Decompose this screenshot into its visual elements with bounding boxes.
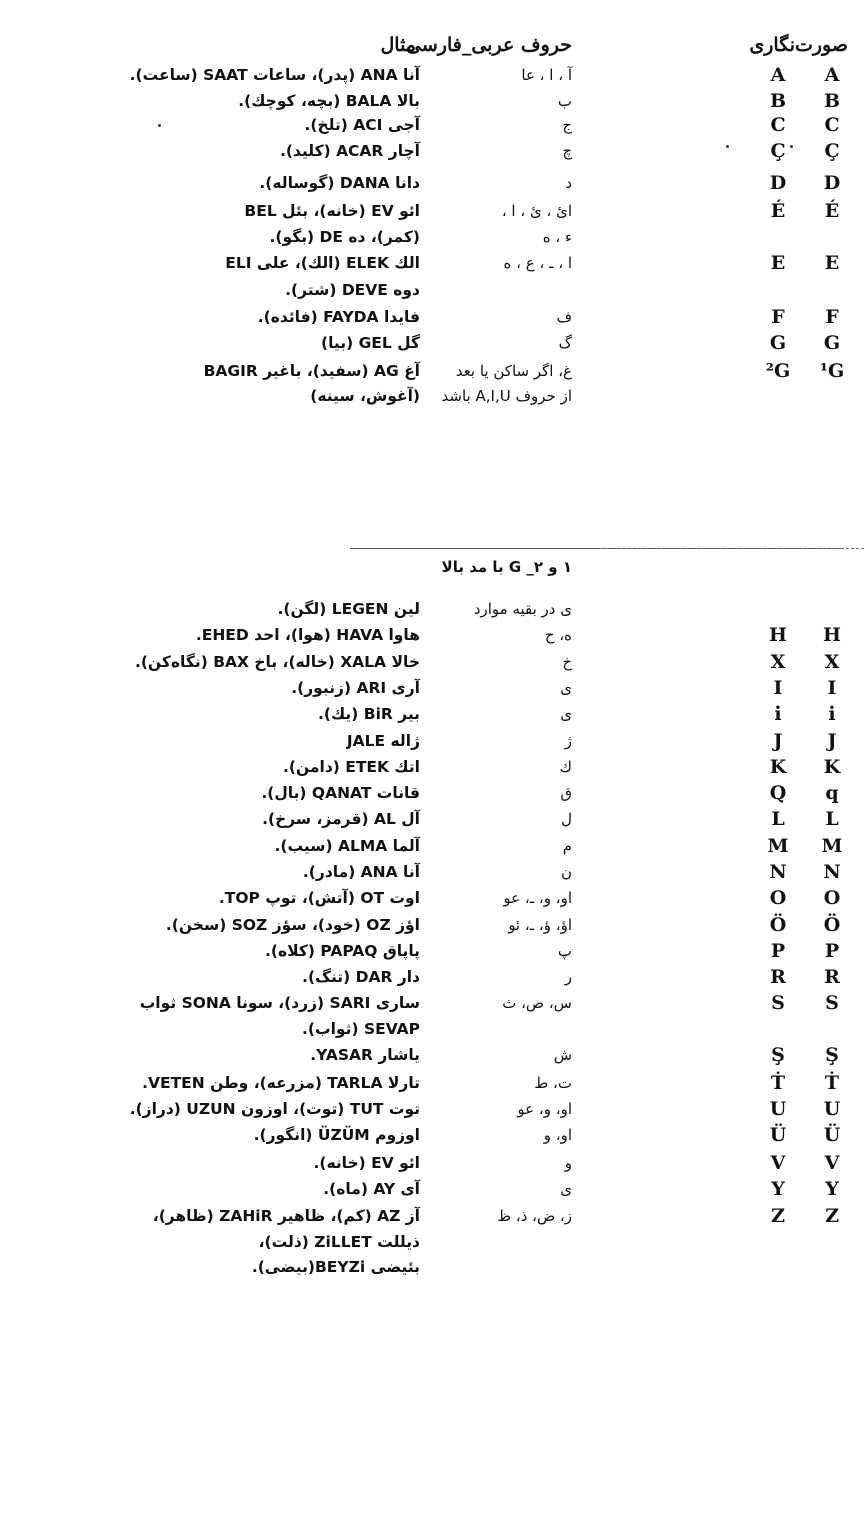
table-row — [0, 833, 864, 859]
latin-uppercase: C — [770, 114, 786, 136]
table-row — [0, 250, 864, 276]
latin-lowercase: B — [823, 90, 841, 112]
example-words: آلما ALMA (سیب). — [274, 837, 420, 855]
example-words: لین LEGEN (لگن). — [277, 600, 420, 618]
latin-uppercase: Ṫ — [770, 1072, 786, 1094]
arabic-persian-letters: ك — [559, 758, 572, 776]
latin-lowercase: E — [824, 252, 840, 274]
example-words: آری ARI (زنبور). — [291, 679, 420, 697]
latin-lowercase: J — [827, 730, 837, 752]
table-row — [0, 964, 864, 990]
latin-uppercase: G — [769, 332, 787, 354]
latin-lowercase: P — [824, 940, 840, 962]
scan-speck — [158, 124, 161, 127]
arabic-persian-letters: از حروف A,I,U باشد — [441, 387, 572, 405]
example-words: آچار ACAR (کلید). — [279, 142, 420, 160]
latin-lowercase: M — [821, 835, 843, 857]
table-row — [0, 1203, 864, 1229]
latin-uppercase: B — [769, 90, 787, 112]
table-row — [0, 88, 864, 114]
arabic-persian-letters: ی در بقیه موارد — [473, 600, 572, 618]
latin-lowercase: V — [824, 1152, 840, 1174]
scan-speck — [726, 145, 729, 148]
latin-lowercase: F — [825, 306, 839, 328]
table-row — [0, 912, 864, 938]
arabic-persian-letters: گ — [558, 334, 572, 352]
table-row — [0, 622, 864, 648]
arabic-persian-letters: ز، ض، ذ، ظ — [497, 1207, 572, 1225]
example-words: آل AL (قرمز، سرخ). — [262, 810, 420, 828]
table-row — [0, 1122, 864, 1148]
latin-lowercase: Ç — [824, 140, 840, 162]
latin-uppercase: ²G — [765, 360, 791, 382]
latin-uppercase: L — [771, 808, 785, 830]
latin-uppercase: A — [770, 64, 786, 86]
latin-uppercase: D — [769, 172, 787, 194]
arabic-persian-letters: و — [564, 1154, 572, 1172]
table-row — [0, 596, 864, 622]
arabic-persian-letters: ر — [564, 968, 572, 986]
example-words: ذیللت ZiLLET (ذلت)، — [258, 1233, 420, 1251]
latin-uppercase: Ç — [770, 140, 786, 162]
header-form: صورت‌نگاری — [749, 34, 848, 56]
latin-lowercase: Ş — [825, 1044, 839, 1066]
table-row — [0, 1150, 864, 1176]
latin-uppercase: S — [771, 992, 785, 1014]
table-row — [0, 358, 864, 384]
example-words: ژاله JALE — [346, 732, 420, 750]
arabic-persian-letters: ء ، ه — [542, 228, 572, 246]
table-row — [0, 859, 864, 885]
table-row — [0, 170, 864, 196]
latin-lowercase: N — [823, 861, 841, 883]
arabic-persian-letters: م — [562, 837, 572, 855]
example-words: خالا XALA (خاله)، باخ BAX (نگاه‌کن). — [134, 653, 420, 671]
latin-uppercase: U — [769, 1098, 787, 1120]
arabic-persian-letters: او، و — [543, 1126, 572, 1144]
table-row — [0, 224, 864, 250]
table-row — [0, 198, 864, 224]
latin-lowercase: O — [823, 887, 841, 909]
arabic-persian-letters: ل — [561, 810, 572, 828]
table-row — [0, 649, 864, 675]
latin-uppercase: F — [771, 306, 785, 328]
example-words: آغ AG (سفید)، باغیر BAGIR — [203, 362, 420, 380]
example-words: الك ELEK (الك)، علی ELI — [225, 254, 420, 272]
example-words: دانا DANA (گوساله). — [259, 174, 420, 192]
latin-uppercase: E — [770, 252, 786, 274]
latin-uppercase: J — [773, 730, 783, 752]
arabic-persian-letters: ائ ، ئ ، ا ، — [501, 202, 572, 220]
latin-lowercase: C — [824, 114, 840, 136]
example-words: SEVAP (ثواب). — [302, 1020, 420, 1038]
latin-uppercase: i — [774, 703, 782, 725]
latin-uppercase: P — [770, 940, 786, 962]
latin-lowercase: R — [824, 966, 840, 988]
table-row — [0, 780, 864, 806]
table-row — [0, 1070, 864, 1096]
latin-uppercase: N — [769, 861, 787, 883]
arabic-persian-letters: ژ — [564, 732, 572, 750]
latin-uppercase: Ö — [769, 914, 787, 936]
latin-lowercase: D — [823, 172, 841, 194]
example-words: اوت OT (آتش)، توپ TOP. — [218, 889, 420, 907]
latin-uppercase: R — [770, 966, 786, 988]
example-words: ائو EV (خانه)، بئل BEL — [244, 202, 420, 220]
table-row — [0, 330, 864, 356]
table-row — [0, 728, 864, 754]
latin-lowercase: Z — [825, 1205, 839, 1227]
arabic-persian-letters: ی — [560, 1180, 572, 1198]
example-words: بیر BiR (یك). — [318, 705, 420, 723]
example-words: تارلا TARLA (مزرعه)، وطن VETEN. — [142, 1074, 420, 1092]
example-words: ساری SARI (زرد)، سونا SONA ثواب — [139, 994, 420, 1012]
arabic-persian-letters: پ — [557, 942, 572, 960]
example-words: پاپاق PAPAQ (کلاه). — [265, 942, 420, 960]
example-words: آنا ANA (مادر). — [302, 863, 420, 881]
latin-uppercase: Ş — [771, 1044, 785, 1066]
latin-uppercase: Y — [771, 1178, 785, 1200]
latin-uppercase: É — [770, 200, 786, 222]
arabic-persian-letters: ه، ح — [544, 626, 572, 644]
arabic-persian-letters: س، ص، ث — [502, 994, 572, 1012]
latin-lowercase: G — [823, 332, 841, 354]
table-row — [0, 138, 864, 164]
example-words: آنا ANA (پدر)، ساعات SAAT (ساعت). — [129, 66, 420, 84]
section-divider-dashed — [600, 548, 864, 549]
arabic-persian-letters: ج — [562, 116, 572, 134]
arabic-persian-letters: خ — [562, 653, 572, 671]
latin-lowercase: K — [823, 756, 841, 778]
latin-lowercase: L — [825, 808, 839, 830]
table-row — [0, 1229, 864, 1255]
arabic-persian-letters: ش — [553, 1046, 572, 1064]
latin-uppercase: K — [769, 756, 787, 778]
example-words: آی AY (ماه). — [323, 1180, 420, 1198]
latin-lowercase: i — [828, 703, 836, 725]
latin-lowercase: U — [823, 1098, 841, 1120]
example-words: هاوا HAVA (هوا)، احد EHED. — [195, 626, 420, 644]
example-words: آز AZ (کم)، ظاهیر ZAHiR (ظاهر)، — [152, 1207, 420, 1225]
header-example: مثال — [380, 34, 416, 56]
footnote: ۱ و ۲_ G با مد بالا — [441, 558, 572, 576]
example-words: ائو EV (خانه). — [313, 1154, 420, 1172]
example-words: بئیضی BEYZi(بیضی). — [251, 1258, 420, 1276]
latin-lowercase: Ṫ — [824, 1072, 840, 1094]
example-words: فایدا FAYDA (فائده). — [257, 308, 420, 326]
arabic-persian-letters: آ ، ا ، عا — [521, 66, 572, 84]
arabic-persian-letters: ی — [560, 679, 572, 697]
latin-uppercase: Z — [771, 1205, 785, 1227]
latin-uppercase: I — [773, 677, 783, 699]
arabic-persian-letters: اؤ، ؤ، ـ، ئو — [508, 916, 572, 934]
table-row — [0, 806, 864, 832]
table-row — [0, 675, 864, 701]
latin-lowercase: A — [824, 64, 840, 86]
example-words: توت TUT (توت)، اوزون UZUN (دراز). — [129, 1100, 420, 1118]
example-words: قانات QANAT (بال). — [261, 784, 420, 802]
arabic-persian-letters: ق — [560, 784, 572, 802]
table-row — [0, 1042, 864, 1068]
arabic-persian-letters: ف — [556, 308, 572, 326]
table-row — [0, 701, 864, 727]
table-row — [0, 885, 864, 911]
example-words: یاشار YASAR. — [310, 1046, 420, 1064]
latin-lowercase: I — [827, 677, 837, 699]
table-row — [0, 1254, 864, 1280]
latin-lowercase: X — [824, 651, 840, 673]
example-words: بالا BALA (بچه، کوچك). — [238, 92, 420, 110]
example-words: (کمر)، ده DE (بگو). — [269, 228, 420, 246]
latin-lowercase: Y — [825, 1178, 839, 1200]
example-words: دار DAR (تنگ). — [302, 968, 420, 986]
arabic-persian-letters: ن — [560, 863, 572, 881]
latin-uppercase: Q — [769, 782, 787, 804]
table-row — [0, 304, 864, 330]
latin-lowercase: Ö — [823, 914, 841, 936]
table-row — [0, 1096, 864, 1122]
table-row — [0, 277, 864, 303]
arabic-persian-letters: ت، ط — [534, 1074, 572, 1092]
latin-lowercase: q — [825, 782, 839, 804]
table-row — [0, 112, 864, 138]
arabic-persian-letters: ی — [560, 705, 572, 723]
scan-speck — [790, 145, 793, 148]
table-row — [0, 62, 864, 88]
header-arabic-persian: حروف عربی_فارسی — [406, 34, 572, 56]
arabic-persian-letters: چ — [562, 142, 572, 160]
table-row — [0, 383, 864, 409]
latin-lowercase: É — [824, 200, 840, 222]
latin-lowercase: H — [823, 624, 841, 646]
latin-uppercase: H — [769, 624, 787, 646]
example-words: دوه DEVE (شتر). — [285, 281, 420, 299]
arabic-persian-letters: او، و، ـ، عو — [503, 889, 572, 907]
arabic-persian-letters: غ، اگر ساکن یا بعد — [455, 362, 572, 380]
example-words: اؤز OZ (خود)، سؤز SOZ (سخن). — [165, 916, 420, 934]
latin-lowercase: Ü — [823, 1124, 841, 1146]
latin-uppercase: V — [770, 1152, 786, 1174]
example-words: اوزوم ÜZÜM (انگور). — [253, 1126, 420, 1144]
latin-uppercase: M — [767, 835, 789, 857]
arabic-persian-letters: ا ، ـ ، ع ، ه — [503, 254, 572, 272]
table-row — [0, 754, 864, 780]
example-words: آجی ACI (تلخ). — [304, 116, 420, 134]
example-words: اتك ETEK (دامن). — [283, 758, 420, 776]
latin-uppercase: X — [770, 651, 786, 673]
table-row — [0, 990, 864, 1016]
example-words: گل GEL (بیا) — [321, 334, 420, 352]
arabic-persian-letters: د — [565, 174, 572, 192]
latin-lowercase: S — [825, 992, 839, 1014]
table-row — [0, 938, 864, 964]
latin-uppercase: Ü — [769, 1124, 787, 1146]
arabic-persian-letters: ب — [557, 92, 572, 110]
table-row — [0, 1176, 864, 1202]
example-words: (آغوش، سینه) — [310, 387, 420, 405]
arabic-persian-letters: او، و، عو — [517, 1100, 572, 1118]
latin-uppercase: O — [769, 887, 787, 909]
table-row — [0, 1016, 864, 1042]
latin-lowercase: ¹G — [819, 360, 845, 382]
